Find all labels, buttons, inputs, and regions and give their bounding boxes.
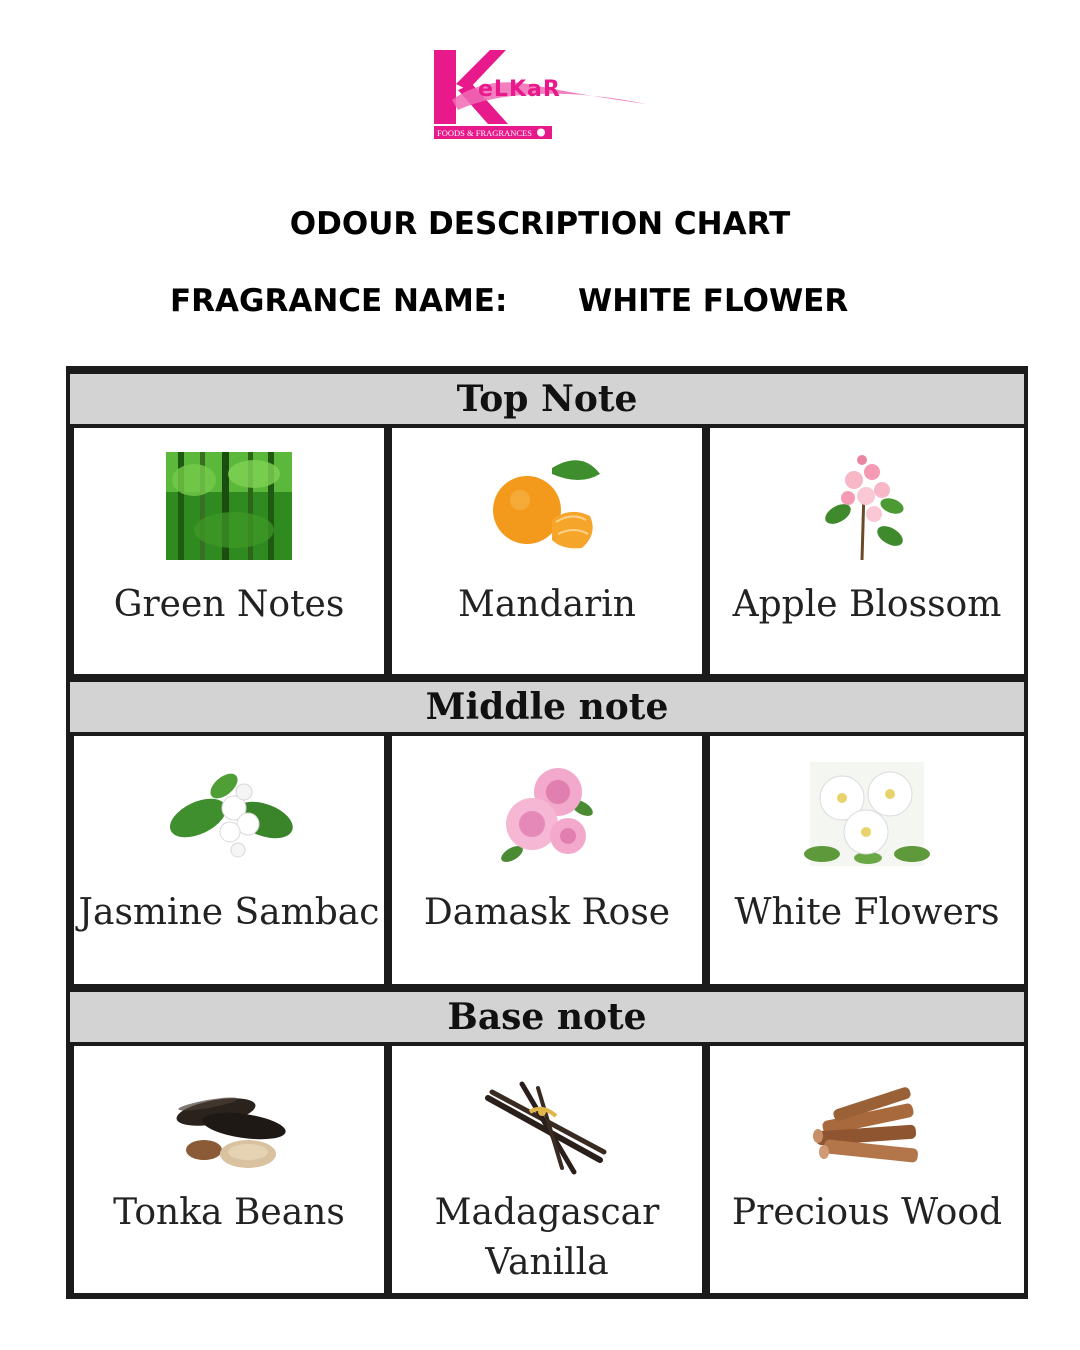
- forest-icon: [164, 450, 294, 562]
- svg-text:FOODS & FRAGRANCES: FOODS & FRAGRANCES: [437, 128, 532, 138]
- page-title: ODOUR DESCRIPTION CHART: [289, 206, 791, 242]
- vanilla-icon: [482, 1068, 612, 1180]
- note-label: Precious Wood: [731, 1192, 1003, 1233]
- note-cell-white-flowers: [710, 736, 1024, 984]
- note-cell-damask-rose: [392, 736, 702, 984]
- note-label: Jasmine Sambac: [78, 892, 380, 933]
- mandarin-icon: [482, 450, 612, 562]
- wood-sticks-icon: [802, 1068, 932, 1180]
- note-label: Apple Blossom: [732, 584, 1002, 625]
- note-label: Mandarin: [458, 584, 636, 625]
- note-cell-precious-wood: [710, 1046, 1024, 1293]
- white-flowers-icon: [802, 758, 932, 870]
- section-header-middle-note: Middle note: [70, 682, 1024, 732]
- tonka-beans-icon: [164, 1068, 294, 1180]
- note-label: Madagascar Vanilla: [434, 1192, 660, 1283]
- apple-blossom-icon: [802, 450, 932, 562]
- note-label: White Flowers: [734, 892, 1000, 933]
- note-label: Green Notes: [113, 584, 345, 625]
- jasmine-icon: [164, 758, 294, 870]
- kelkar-logo: [428, 44, 650, 144]
- note-cell-tonka-beans: [74, 1046, 384, 1293]
- note-label: Tonka Beans: [113, 1192, 345, 1233]
- rose-icon: [482, 758, 612, 870]
- section-header-top-note: Top Note: [70, 374, 1024, 424]
- note-cell-apple-blossom: [710, 428, 1024, 674]
- svg-text:eLKaR: eLKaR: [478, 77, 561, 102]
- fragrance-name-label: FRAGRANCE NAME:: [170, 283, 508, 319]
- note-cell-madagascar-vanilla: [392, 1046, 702, 1293]
- note-cell-jasmine-sambac: [74, 736, 384, 984]
- fragrance-name-value: WHITE FLOWER: [578, 283, 849, 319]
- odour-chart: [66, 366, 1028, 1299]
- note-cell-mandarin: [392, 428, 702, 674]
- note-label: Damask Rose: [423, 892, 671, 933]
- note-cell-green-notes: [74, 428, 384, 674]
- section-header-base-note: Base note: [70, 992, 1024, 1042]
